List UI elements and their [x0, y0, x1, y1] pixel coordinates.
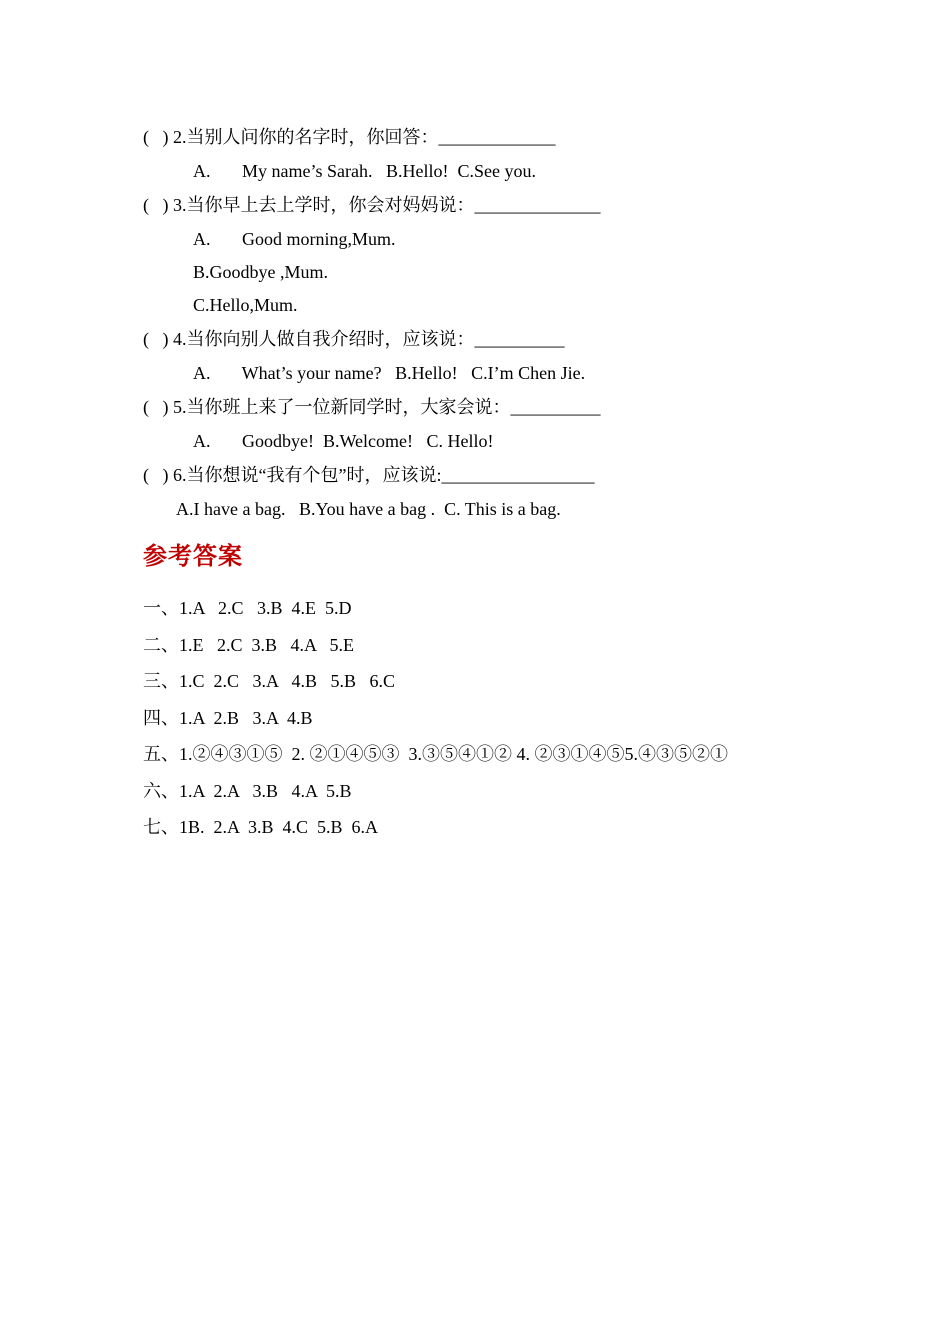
question-6-stem: ( ) 6.当你想说“我有个包”时，应该说:_________________	[143, 465, 595, 485]
question-3-stem: ( ) 3.当你早上去上学时，你会对妈妈说：______________	[143, 195, 601, 215]
question-3-option-b: B.Goodbye ,Mum.	[193, 262, 328, 282]
question-6-options: A.I have a bag. B.You have a bag . C. This is a bag.	[176, 499, 561, 519]
answer-line-7: 七、1B. 2.A 3.B 4.C 5.B 6.A	[143, 817, 379, 837]
question-2-options: A. My name’s Sarah. B.Hello! C.See you.	[193, 161, 536, 181]
question-2-stem: ( ) 2.当别人问你的名字时，你回答：_____________	[143, 127, 556, 147]
answer-line-3: 三、1.C 2.C 3.A 4.B 5.B 6.C	[143, 671, 396, 691]
answer-line-5: 五、1.②④③①⑤ 2. ②①④⑤③ 3.③⑤④①② 4. ②③①④⑤5.④③⑤②①	[143, 744, 728, 764]
answer-line-4: 四、1.A 2.B 3.A 4.B	[143, 708, 313, 728]
question-3-option-c: C.Hello,Mum.	[193, 295, 298, 315]
question-3-option-a: A. Good morning,Mum.	[193, 229, 396, 249]
question-5-stem: ( ) 5.当你班上来了一位新同学时，大家会说：__________	[143, 397, 601, 417]
question-4-stem: ( ) 4.当你向别人做自我介绍时，应该说：__________	[143, 329, 565, 349]
answer-line-1: 一、1.A 2.C 3.B 4.E 5.D	[143, 598, 352, 618]
question-5-options: A. Goodbye! B.Welcome! C. Hello!	[193, 431, 494, 451]
question-4-options: A. What’s your name? B.Hello! C.I’m Chen Jie.	[193, 363, 586, 383]
answer-key-heading: 参考答案	[143, 542, 243, 570]
answer-line-6: 六、1.A 2.A 3.B 4.A 5.B	[143, 781, 352, 801]
answer-line-2: 二、1.E 2.C 3.B 4.A 5.E	[143, 635, 355, 655]
